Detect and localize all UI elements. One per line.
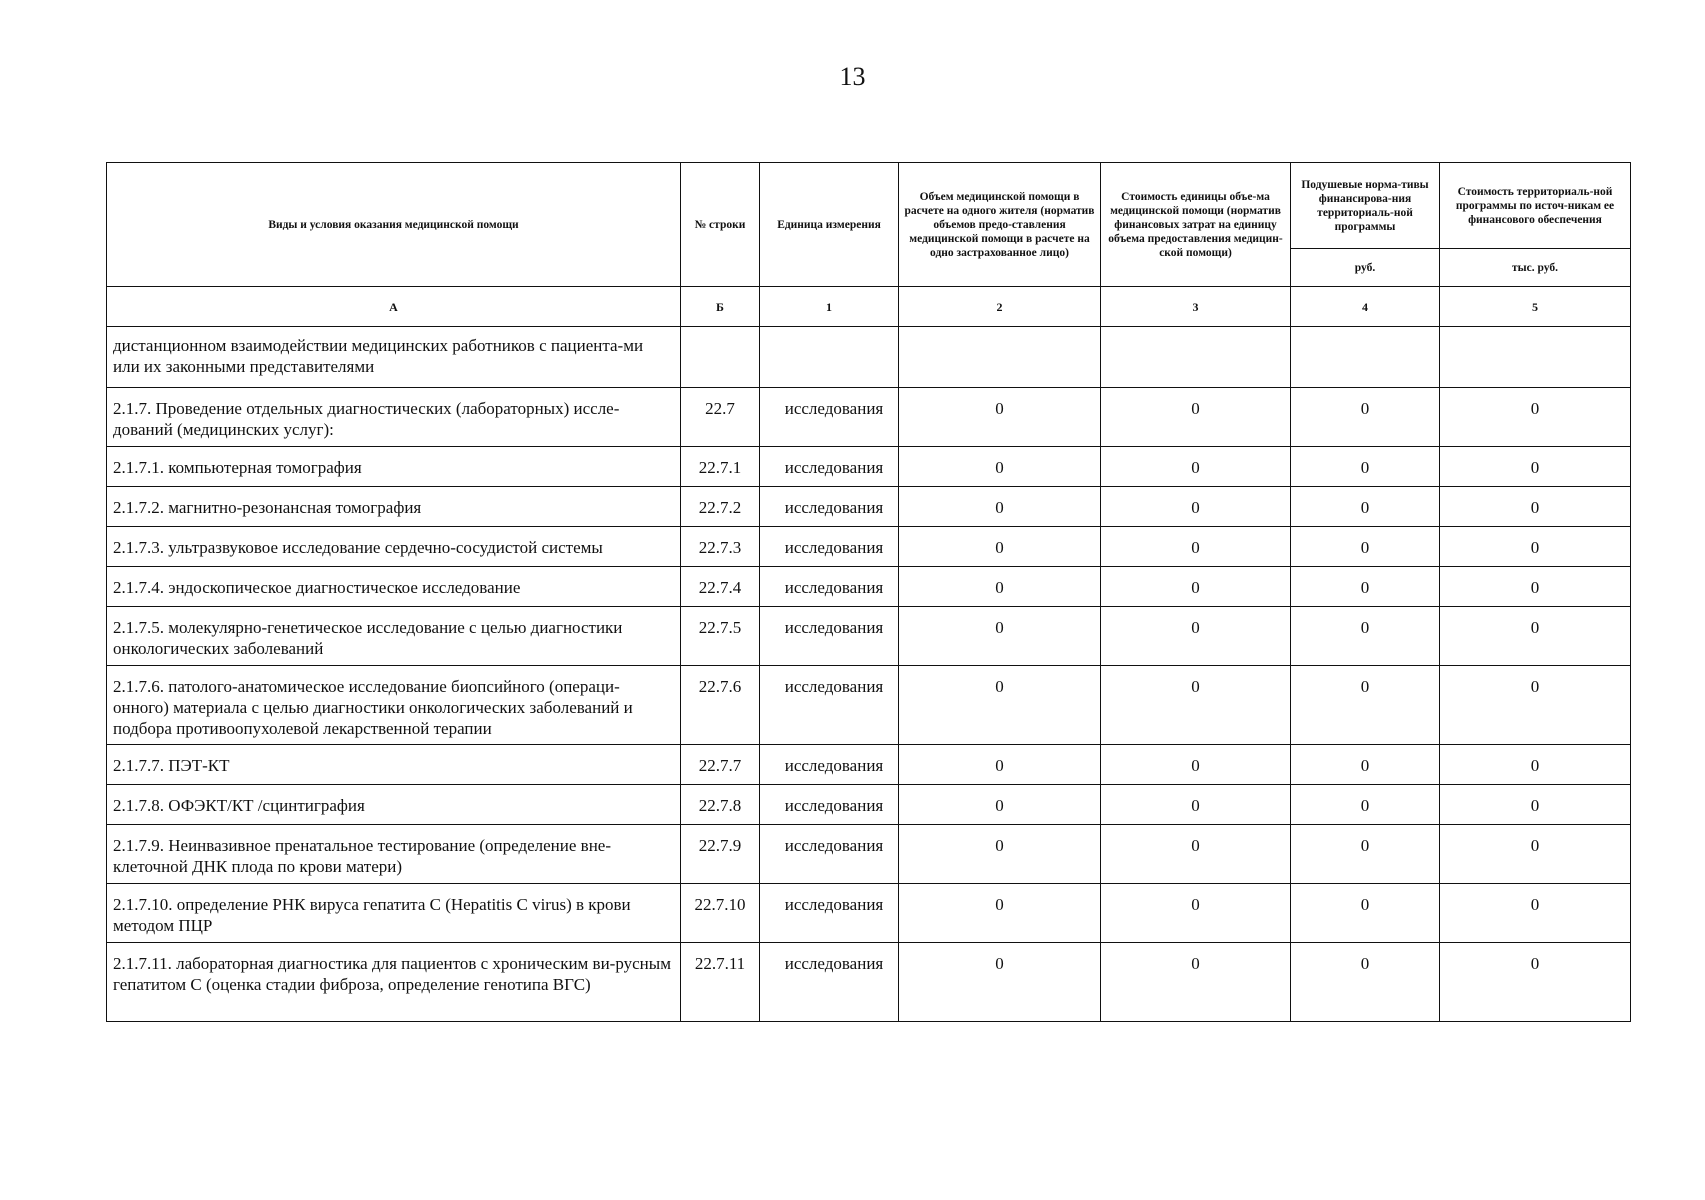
index-cell: Б: [681, 287, 760, 327]
row-volume: 0: [899, 745, 1101, 785]
row-unit: исследования: [760, 943, 899, 1022]
row-per-capita: 0: [1291, 884, 1440, 943]
row-program-cost: 0: [1440, 607, 1631, 666]
row-unit-cost: 0: [1101, 487, 1291, 527]
row-unit: исследования: [760, 607, 899, 666]
row-volume: 0: [899, 447, 1101, 487]
row-unit-cost: 0: [1101, 884, 1291, 943]
row-number: 22.7.4: [681, 567, 760, 607]
row-volume: 0: [899, 825, 1101, 884]
index-cell: 1: [760, 287, 899, 327]
row-name: 2.1.7.11. лабораторная диагностика для пациентов с хроническим ви-русным гепатитом С (оценка стадии фиброза, определение генотипа ВГС): [107, 943, 681, 1022]
row-number: 22.7: [681, 388, 760, 447]
row-program-cost: 0: [1440, 943, 1631, 1022]
medical-care-table: [106, 162, 1631, 1022]
row-unit: исследования: [760, 745, 899, 785]
table-row: [107, 447, 1631, 487]
row-unit-cost: 0: [1101, 388, 1291, 447]
row-name: 2.1.7.4. эндоскопическое диагностическое исследование: [107, 567, 681, 607]
row-volume: 0: [899, 785, 1101, 825]
row-number: [681, 327, 760, 388]
row-unit: исследования: [760, 527, 899, 567]
row-program-cost: [1440, 327, 1631, 388]
header-per-capita: Подушевые норма-тивы финансирова-ния территориаль-ной программы: [1291, 163, 1440, 249]
header-care-types: Виды и условия оказания медицинской помощи: [107, 163, 681, 287]
row-unit-cost: 0: [1101, 447, 1291, 487]
row-per-capita: 0: [1291, 666, 1440, 745]
row-number: 22.7.10: [681, 884, 760, 943]
row-name: 2.1.7.5. молекулярно-генетическое исследование с целью диагностики онкологических заболеваний: [107, 607, 681, 666]
row-number: 22.7.3: [681, 527, 760, 567]
header-volume: Объем медицинской помощи в расчете на одного жителя (норматив объемов предо-ставления медицинской помощи в расчете на одно застрахованное лицо): [899, 163, 1101, 287]
row-number: 22.7.11: [681, 943, 760, 1022]
table-row: [107, 607, 1631, 666]
row-per-capita: 0: [1291, 388, 1440, 447]
row-per-capita: 0: [1291, 607, 1440, 666]
row-volume: 0: [899, 567, 1101, 607]
row-per-capita: 0: [1291, 785, 1440, 825]
row-name: 2.1.7.6. патолого-анатомическое исследование биопсийного (операци-онного) материала с целью диагностики онкологических заболеваний и подбора противоопухолевой лекарственной терапии: [107, 666, 681, 745]
row-volume: 0: [899, 388, 1101, 447]
row-number: 22.7.2: [681, 487, 760, 527]
row-per-capita: 0: [1291, 447, 1440, 487]
row-name: дистанционном взаимодействии медицинских работников с пациента-ми или их законными представителями: [107, 327, 681, 388]
index-cell: А: [107, 287, 681, 327]
row-program-cost: 0: [1440, 884, 1631, 943]
row-unit-cost: 0: [1101, 943, 1291, 1022]
row-unit: исследования: [760, 666, 899, 745]
header-per-capita-unit: руб.: [1291, 249, 1440, 287]
row-program-cost: 0: [1440, 388, 1631, 447]
row-per-capita: 0: [1291, 745, 1440, 785]
row-volume: 0: [899, 666, 1101, 745]
row-volume: 0: [899, 943, 1101, 1022]
table-row: [107, 527, 1631, 567]
row-unit: исследования: [760, 825, 899, 884]
table-row: [107, 666, 1631, 745]
index-cell: 5: [1440, 287, 1631, 327]
row-name: 2.1.7.3. ультразвуковое исследование сердечно-сосудистой системы: [107, 527, 681, 567]
row-volume: 0: [899, 527, 1101, 567]
table-row: [107, 785, 1631, 825]
row-unit: исследования: [760, 785, 899, 825]
row-program-cost: 0: [1440, 527, 1631, 567]
header-program-cost: Стоимость территориаль-ной программы по источ-никам ее финансового обеспечения: [1440, 163, 1631, 249]
row-unit-cost: 0: [1101, 825, 1291, 884]
row-per-capita: 0: [1291, 527, 1440, 567]
index-cell: 3: [1101, 287, 1291, 327]
row-per-capita: 0: [1291, 487, 1440, 527]
row-unit-cost: [1101, 327, 1291, 388]
row-unit: исследования: [760, 884, 899, 943]
row-unit-cost: 0: [1101, 785, 1291, 825]
header-row-number: № строки: [681, 163, 760, 287]
header-unit: Единица измерения: [760, 163, 899, 287]
row-unit-cost: 0: [1101, 527, 1291, 567]
row-program-cost: 0: [1440, 785, 1631, 825]
table-row: [107, 388, 1631, 447]
row-program-cost: 0: [1440, 745, 1631, 785]
row-unit: исследования: [760, 487, 899, 527]
row-program-cost: 0: [1440, 825, 1631, 884]
row-unit-cost: 0: [1101, 745, 1291, 785]
index-cell: 4: [1291, 287, 1440, 327]
row-number: 22.7.8: [681, 785, 760, 825]
table-row: [107, 327, 1631, 388]
row-unit: исследования: [760, 567, 899, 607]
row-number: 22.7.9: [681, 825, 760, 884]
row-per-capita: 0: [1291, 825, 1440, 884]
row-program-cost: 0: [1440, 487, 1631, 527]
row-number: 22.7.7: [681, 745, 760, 785]
header-unit-cost: Стоимость единицы объе-ма медицинской помощи (норматив финансовых затрат на единицу объема предоставления медицин-ской помощи): [1101, 163, 1291, 287]
row-unit-cost: 0: [1101, 567, 1291, 607]
table-row: [107, 567, 1631, 607]
row-volume: 0: [899, 607, 1101, 666]
header-program-cost-unit: тыс. руб.: [1440, 249, 1631, 287]
row-unit: исследования: [760, 388, 899, 447]
table-row: [107, 487, 1631, 527]
row-unit: [760, 327, 899, 388]
table-row: [107, 745, 1631, 785]
row-number: 22.7.5: [681, 607, 760, 666]
index-cell: 2: [899, 287, 1101, 327]
row-volume: [899, 327, 1101, 388]
row-per-capita: [1291, 327, 1440, 388]
row-program-cost: 0: [1440, 447, 1631, 487]
table-row: [107, 825, 1631, 884]
row-program-cost: 0: [1440, 567, 1631, 607]
row-per-capita: 0: [1291, 567, 1440, 607]
row-name: 2.1.7.1. компьютерная томография: [107, 447, 681, 487]
row-name: 2.1.7.9. Неинвазивное пренатальное тестирование (определение вне-клеточной ДНК плода по крови матери): [107, 825, 681, 884]
row-unit: исследования: [760, 447, 899, 487]
row-name: 2.1.7.10. определение РНК вируса гепатита С (Hepatitis C virus) в крови методом ПЦР: [107, 884, 681, 943]
row-volume: 0: [899, 884, 1101, 943]
row-name: 2.1.7.8. ОФЭКТ/КТ /сцинтиграфия: [107, 785, 681, 825]
row-number: 22.7.6: [681, 666, 760, 745]
table-row: [107, 884, 1631, 943]
row-program-cost: 0: [1440, 666, 1631, 745]
row-volume: 0: [899, 487, 1101, 527]
page-number: 13: [839, 62, 866, 91]
table-row: [107, 943, 1631, 1022]
row-name: 2.1.7.7. ПЭТ-КТ: [107, 745, 681, 785]
row-unit-cost: 0: [1101, 607, 1291, 666]
row-unit-cost: 0: [1101, 666, 1291, 745]
row-per-capita: 0: [1291, 943, 1440, 1022]
row-number: 22.7.1: [681, 447, 760, 487]
row-name: 2.1.7. Проведение отдельных диагностических (лабораторных) иссле-дований (медицинских услуг):: [107, 388, 681, 447]
row-name: 2.1.7.2. магнитно-резонансная томография: [107, 487, 681, 527]
